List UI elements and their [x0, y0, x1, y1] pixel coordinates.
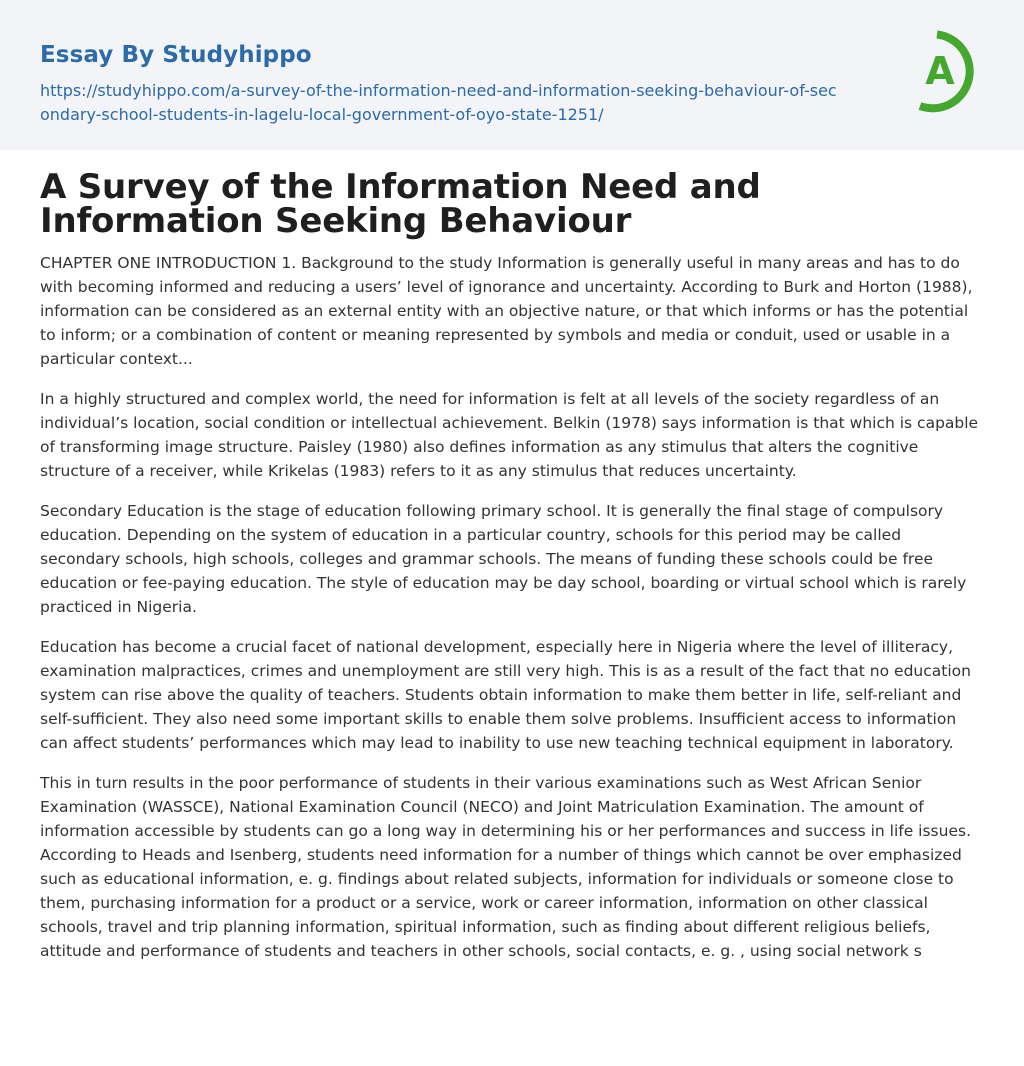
- logo-letter: A: [925, 49, 955, 93]
- paragraph: This in turn results in the poor performance of students in their various examinations such as West African Senior Examination (WASSCE), National Examination Council (NECO) and Joint Matriculation Examination. The amount of information accessible by students can go a long way in determining his or her performances and success in life issues. According to Heads and Isenberg, students need information for a number of things which cannot be over emphasized such as educational information, e. g. findings about related subjects, information for individuals or someone close to them, purchasing information for a product or a service, work or career information, information on other classical schools, travel and trip planning information, spiritual information, such as finding about different religious beliefs, attitude and performance of students and teachers in other schools, social contacts, e. g. , using social network s: [40, 774, 971, 960]
- article: [0, 167, 1024, 963]
- paragraph: CHAPTER ONE INTRODUCTION 1. Background to the study Information is generally useful in many areas and has to do with becoming informed and reducing a users’ level of ignorance and uncertainty. According to Burk and Horton (1988), information can be considered as an external entity with an objective nature, or that which informs or has the potential to inform; or a combination of content or meaning represented by symbols and media or conduit, used or usable in a particular context...: [40, 254, 973, 368]
- page-title: A Survey of the Information Need and Information Seeking Behaviour: [40, 167, 761, 241]
- paragraph: Secondary Education is the stage of education following primary school. It is generally the final stage of compulsory education. Depending on the system of education in a particular country, schools for this period may be called secondary schools, high schools, colleges and grammar schools. The means of funding these schools could be free education or fee-paying education. The style of education may be day school, boarding or virtual school which is rarely practiced in Nigeria.: [40, 502, 967, 616]
- paragraph: In a highly structured and complex world, the need for information is felt at all levels of the society regardless of an individual’s location, social condition or intellectual achievement. Belkin (1978) says information is that which is capable of transforming image structure. Paisley (1980) also defines information as any stimulus that alters the cognitive structure of a receiver, while Krikelas (1983) refers to it as any stimulus that reduces uncertainty.: [40, 390, 979, 480]
- paragraph: Education has become a crucial facet of national development, especially here in Nigeria where the level of illiteracy, examination malpractices, crimes and unemployment are still very high. This is as a result of the fact that no education system can rise above the quality of teachers. Students obtain information to make them better in life, self-reliant and self-sufficient. They also need some important skills to enable them solve problems. Insufficient access to information can affect students’ performances which may lead to inability to use new teaching technical equipment in laboratory.: [40, 638, 971, 752]
- page-header: [0, 0, 1024, 150]
- brand-title: Essay By Studyhippo: [40, 42, 312, 68]
- source-url-link[interactable]: https://studyhippo.com/a-survey-of-the-information-need-and-information-seeking-behaviour-of-secondary-school-students-in-lagelu-local-government-of-oyo-state-1251/: [40, 81, 837, 124]
- studyhippo-logo-icon[interactable]: [906, 28, 990, 116]
